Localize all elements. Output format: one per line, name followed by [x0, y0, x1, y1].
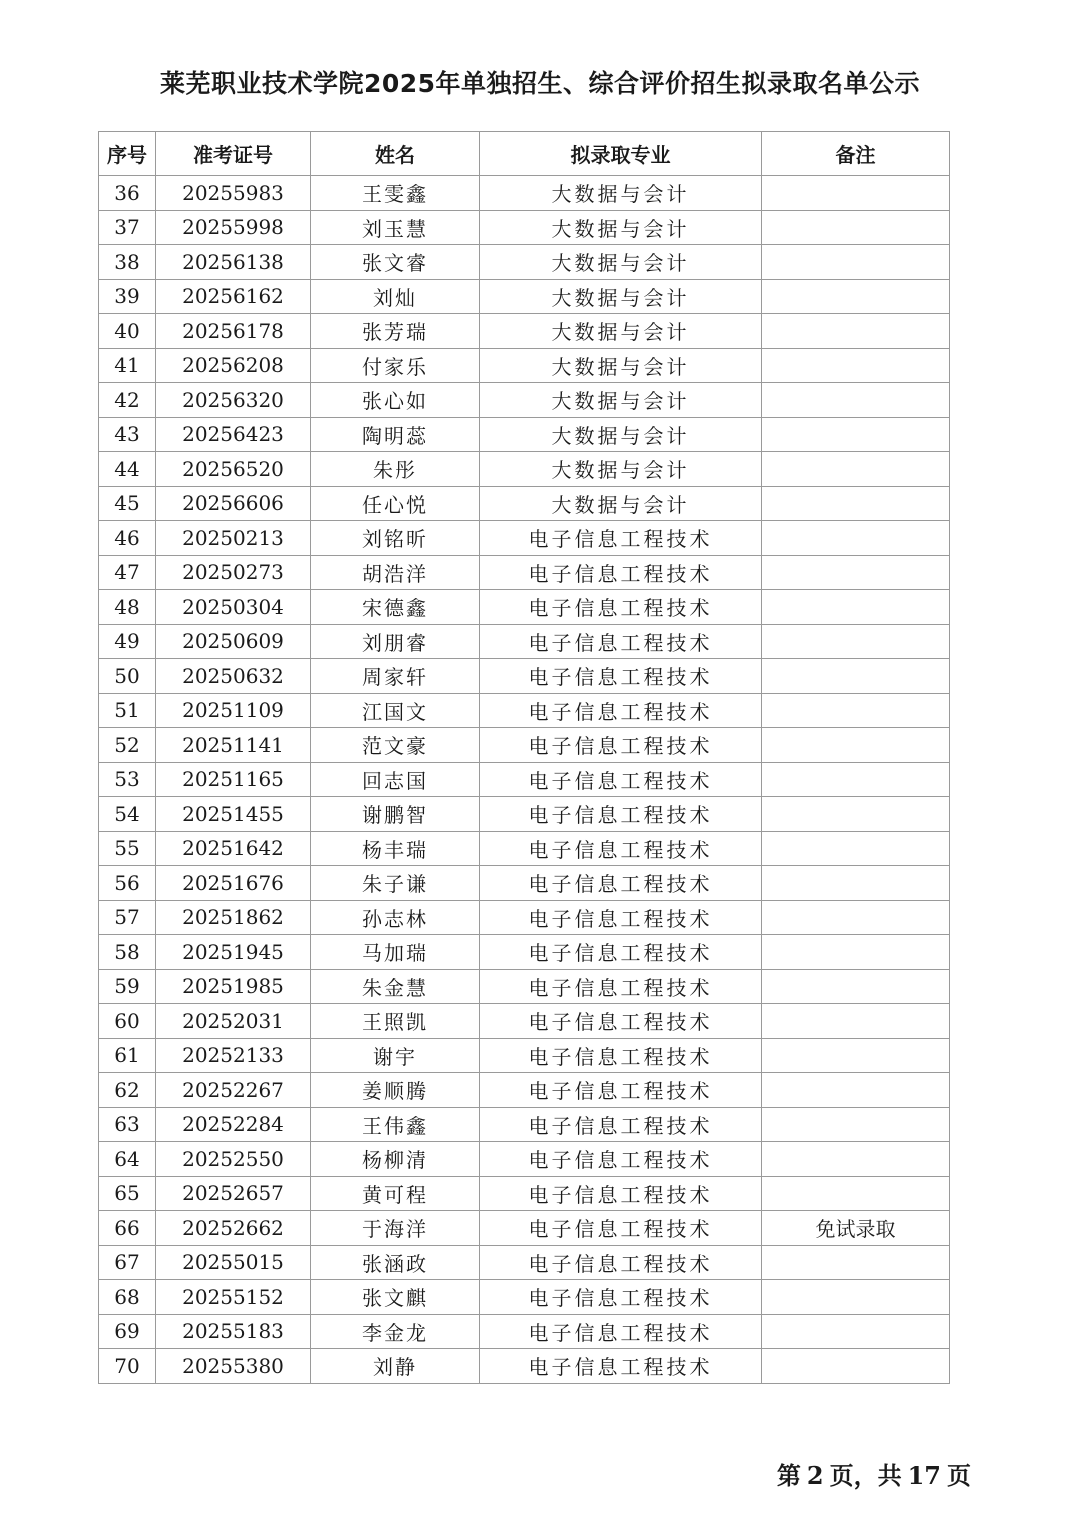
cell-name: 江国文: [311, 693, 480, 728]
cell-major: 电子信息工程技术: [480, 555, 762, 590]
cell-serial: 54: [99, 797, 156, 832]
cell-exam-id: 20252133: [156, 1038, 311, 1073]
table-row: [99, 797, 950, 832]
cell-remarks: [762, 210, 950, 245]
cell-remarks: [762, 1280, 950, 1315]
cell-exam-id: 20252662: [156, 1211, 311, 1246]
table-row: [99, 1004, 950, 1039]
cell-exam-id: 20256208: [156, 348, 311, 383]
table-row: [99, 452, 950, 487]
table-row: [99, 555, 950, 590]
cell-remarks: [762, 383, 950, 418]
cell-serial: 50: [99, 659, 156, 694]
cell-name: 谢宇: [311, 1038, 480, 1073]
cell-major: 大数据与会计: [480, 314, 762, 349]
cell-major: 电子信息工程技术: [480, 1176, 762, 1211]
cell-name: 张涵政: [311, 1245, 480, 1280]
header-name: 姓名: [311, 132, 480, 176]
cell-major: 电子信息工程技术: [480, 762, 762, 797]
cell-remarks: 免试录取: [762, 1211, 950, 1246]
cell-serial: 65: [99, 1176, 156, 1211]
table-row: [99, 521, 950, 556]
cell-remarks: [762, 866, 950, 901]
cell-exam-id: 20256320: [156, 383, 311, 418]
cell-remarks: [762, 521, 950, 556]
cell-exam-id: 20255152: [156, 1280, 311, 1315]
current-page: 2: [806, 1461, 824, 1490]
cell-serial: 45: [99, 486, 156, 521]
cell-serial: 39: [99, 279, 156, 314]
cell-remarks: [762, 1004, 950, 1039]
cell-exam-id: 20251455: [156, 797, 311, 832]
cell-remarks: [762, 1073, 950, 1108]
table-row: [99, 1280, 950, 1315]
header-remarks: 备注: [762, 132, 950, 176]
cell-remarks: [762, 1176, 950, 1211]
cell-remarks: [762, 590, 950, 625]
cell-exam-id: 20255983: [156, 176, 311, 211]
cell-serial: 64: [99, 1142, 156, 1177]
cell-exam-id: 20251676: [156, 866, 311, 901]
cell-serial: 70: [99, 1349, 156, 1384]
cell-serial: 44: [99, 452, 156, 487]
table-row: [99, 210, 950, 245]
cell-major: 电子信息工程技术: [480, 624, 762, 659]
table-row: [99, 762, 950, 797]
cell-exam-id: 20250632: [156, 659, 311, 694]
cell-major: 电子信息工程技术: [480, 935, 762, 970]
table-row: [99, 1211, 950, 1246]
cell-major: 电子信息工程技术: [480, 969, 762, 1004]
cell-name: 张芳瑞: [311, 314, 480, 349]
cell-name: 范文豪: [311, 728, 480, 763]
cell-name: 刘玉慧: [311, 210, 480, 245]
table-row: [99, 279, 950, 314]
table-row: [99, 417, 950, 452]
cell-major: 大数据与会计: [480, 452, 762, 487]
cell-serial: 58: [99, 935, 156, 970]
cell-remarks: [762, 348, 950, 383]
cell-name: 姜顺腾: [311, 1073, 480, 1108]
table-header: [99, 132, 950, 176]
cell-serial: 42: [99, 383, 156, 418]
cell-name: 孙志林: [311, 900, 480, 935]
cell-exam-id: 20251945: [156, 935, 311, 970]
cell-name: 马加瑞: [311, 935, 480, 970]
total-pages: 17: [907, 1461, 941, 1490]
cell-exam-id: 20250273: [156, 555, 311, 590]
cell-exam-id: 20252031: [156, 1004, 311, 1039]
page-indicator: [774, 1456, 974, 1491]
cell-serial: 48: [99, 590, 156, 625]
cell-exam-id: 20256178: [156, 314, 311, 349]
cell-name: 黄可程: [311, 1176, 480, 1211]
cell-major: 电子信息工程技术: [480, 1142, 762, 1177]
cell-remarks: [762, 245, 950, 280]
cell-serial: 38: [99, 245, 156, 280]
table-row: [99, 590, 950, 625]
cell-serial: 59: [99, 969, 156, 1004]
cell-remarks: [762, 417, 950, 452]
cell-exam-id: 20250213: [156, 521, 311, 556]
cell-name: 刘朋睿: [311, 624, 480, 659]
cell-remarks: [762, 1245, 950, 1280]
cell-name: 胡浩洋: [311, 555, 480, 590]
cell-name: 刘灿: [311, 279, 480, 314]
cell-serial: 49: [99, 624, 156, 659]
cell-remarks: [762, 314, 950, 349]
cell-exam-id: 20251109: [156, 693, 311, 728]
cell-remarks: [762, 279, 950, 314]
cell-exam-id: 20252284: [156, 1107, 311, 1142]
cell-name: 宋德鑫: [311, 590, 480, 625]
cell-name: 谢鹏智: [311, 797, 480, 832]
table-row: [99, 348, 950, 383]
cell-serial: 60: [99, 1004, 156, 1039]
cell-name: 朱彤: [311, 452, 480, 487]
table-row: [99, 486, 950, 521]
cell-major: 电子信息工程技术: [480, 659, 762, 694]
cell-major: 大数据与会计: [480, 176, 762, 211]
cell-exam-id: 20251141: [156, 728, 311, 763]
cell-major: 电子信息工程技术: [480, 1038, 762, 1073]
cell-serial: 53: [99, 762, 156, 797]
cell-serial: 61: [99, 1038, 156, 1073]
table-row: [99, 1314, 950, 1349]
table-row: [99, 1038, 950, 1073]
cell-serial: 66: [99, 1211, 156, 1246]
cell-exam-id: 20256162: [156, 279, 311, 314]
cell-name: 刘静: [311, 1349, 480, 1384]
table-body: [99, 176, 950, 1384]
cell-remarks: [762, 693, 950, 728]
cell-major: 大数据与会计: [480, 279, 762, 314]
cell-exam-id: 20255998: [156, 210, 311, 245]
cell-major: 电子信息工程技术: [480, 1349, 762, 1384]
cell-name: 朱金慧: [311, 969, 480, 1004]
cell-remarks: [762, 935, 950, 970]
cell-major: 电子信息工程技术: [480, 797, 762, 832]
cell-serial: 56: [99, 866, 156, 901]
header-exam-id: 准考证号: [156, 132, 311, 176]
cell-major: 电子信息工程技术: [480, 1245, 762, 1280]
cell-serial: 52: [99, 728, 156, 763]
page-suffix: 页: [947, 1461, 971, 1490]
cell-exam-id: 20251642: [156, 831, 311, 866]
cell-name: 王照凯: [311, 1004, 480, 1039]
page-prefix: 第: [776, 1461, 801, 1490]
cell-exam-id: 20256423: [156, 417, 311, 452]
cell-name: 杨丰瑞: [311, 831, 480, 866]
cell-name: 王雯鑫: [311, 176, 480, 211]
cell-major: 电子信息工程技术: [480, 728, 762, 763]
cell-major: 电子信息工程技术: [480, 1073, 762, 1108]
cell-name: 刘铭昕: [311, 521, 480, 556]
cell-major: 大数据与会计: [480, 210, 762, 245]
cell-remarks: [762, 831, 950, 866]
cell-serial: 57: [99, 900, 156, 935]
cell-remarks: [762, 1107, 950, 1142]
cell-exam-id: 20255015: [156, 1245, 311, 1280]
cell-remarks: [762, 1349, 950, 1384]
cell-name: 周家轩: [311, 659, 480, 694]
cell-serial: 67: [99, 1245, 156, 1280]
cell-major: 电子信息工程技术: [480, 1314, 762, 1349]
cell-major: 大数据与会计: [480, 348, 762, 383]
table-row: [99, 1245, 950, 1280]
cell-name: 王伟鑫: [311, 1107, 480, 1142]
cell-remarks: [762, 486, 950, 521]
table-row: [99, 728, 950, 763]
cell-major: 大数据与会计: [480, 486, 762, 521]
cell-serial: 36: [99, 176, 156, 211]
table-row: [99, 659, 950, 694]
cell-serial: 62: [99, 1073, 156, 1108]
cell-remarks: [762, 1314, 950, 1349]
cell-name: 杨柳清: [311, 1142, 480, 1177]
cell-name: 付家乐: [311, 348, 480, 383]
cell-major: 电子信息工程技术: [480, 693, 762, 728]
cell-major: 电子信息工程技术: [480, 1211, 762, 1246]
cell-exam-id: 20250609: [156, 624, 311, 659]
table-row: [99, 831, 950, 866]
table-row: [99, 383, 950, 418]
page-title: 莱芜职业技术学院2025年单独招生、综合评价招生拟录取名单公示: [159, 69, 921, 98]
cell-major: 电子信息工程技术: [480, 866, 762, 901]
cell-exam-id: 20250304: [156, 590, 311, 625]
cell-remarks: [762, 762, 950, 797]
cell-name: 朱子谦: [311, 866, 480, 901]
cell-remarks: [762, 176, 950, 211]
cell-exam-id: 20251985: [156, 969, 311, 1004]
cell-remarks: [762, 969, 950, 1004]
table-row: [99, 900, 950, 935]
cell-exam-id: 20255183: [156, 1314, 311, 1349]
cell-exam-id: 20252267: [156, 1073, 311, 1108]
cell-major: 电子信息工程技术: [480, 900, 762, 935]
cell-name: 任心悦: [311, 486, 480, 521]
cell-major: 电子信息工程技术: [480, 1107, 762, 1142]
table-row: [99, 314, 950, 349]
cell-remarks: [762, 797, 950, 832]
table-row: [99, 176, 950, 211]
cell-exam-id: 20256138: [156, 245, 311, 280]
table-row: [99, 866, 950, 901]
table-row: [99, 1073, 950, 1108]
cell-name: 张文睿: [311, 245, 480, 280]
cell-exam-id: 20251862: [156, 900, 311, 935]
table-row: [99, 935, 950, 970]
cell-name: 回志国: [311, 762, 480, 797]
cell-remarks: [762, 555, 950, 590]
cell-serial: 69: [99, 1314, 156, 1349]
cell-exam-id: 20256520: [156, 452, 311, 487]
cell-serial: 51: [99, 693, 156, 728]
table-row: [99, 1142, 950, 1177]
cell-serial: 55: [99, 831, 156, 866]
table-row: [99, 693, 950, 728]
cell-remarks: [762, 900, 950, 935]
header-major: 拟录取专业: [480, 132, 762, 176]
cell-major: 电子信息工程技术: [480, 521, 762, 556]
cell-serial: 46: [99, 521, 156, 556]
table-row: [99, 969, 950, 1004]
cell-exam-id: 20251165: [156, 762, 311, 797]
table-row: [99, 1176, 950, 1211]
table-row: [99, 245, 950, 280]
page-middle: 页，共: [829, 1461, 902, 1490]
cell-serial: 40: [99, 314, 156, 349]
header-row: [99, 132, 950, 176]
cell-remarks: [762, 1038, 950, 1073]
cell-serial: 47: [99, 555, 156, 590]
cell-serial: 43: [99, 417, 156, 452]
cell-remarks: [762, 659, 950, 694]
cell-major: 电子信息工程技术: [480, 831, 762, 866]
cell-exam-id: 20252657: [156, 1176, 311, 1211]
cell-major: 电子信息工程技术: [480, 590, 762, 625]
cell-major: 电子信息工程技术: [480, 1004, 762, 1039]
cell-remarks: [762, 728, 950, 763]
cell-serial: 41: [99, 348, 156, 383]
cell-name: 于海洋: [311, 1211, 480, 1246]
cell-major: 大数据与会计: [480, 245, 762, 280]
cell-remarks: [762, 452, 950, 487]
cell-name: 张心如: [311, 383, 480, 418]
header-serial: 序号: [99, 132, 156, 176]
cell-exam-id: 20252550: [156, 1142, 311, 1177]
cell-major: 电子信息工程技术: [480, 1280, 762, 1315]
cell-remarks: [762, 624, 950, 659]
cell-name: 李金龙: [311, 1314, 480, 1349]
admission-table: [98, 131, 950, 1384]
cell-exam-id: 20256606: [156, 486, 311, 521]
cell-serial: 68: [99, 1280, 156, 1315]
cell-major: 大数据与会计: [480, 417, 762, 452]
table-row: [99, 1107, 950, 1142]
cell-remarks: [762, 1142, 950, 1177]
cell-serial: 63: [99, 1107, 156, 1142]
table-row: [99, 1349, 950, 1384]
table-row: [99, 624, 950, 659]
cell-name: 张文麒: [311, 1280, 480, 1315]
cell-name: 陶明蕊: [311, 417, 480, 452]
cell-exam-id: 20255380: [156, 1349, 311, 1384]
cell-major: 大数据与会计: [480, 383, 762, 418]
cell-serial: 37: [99, 210, 156, 245]
